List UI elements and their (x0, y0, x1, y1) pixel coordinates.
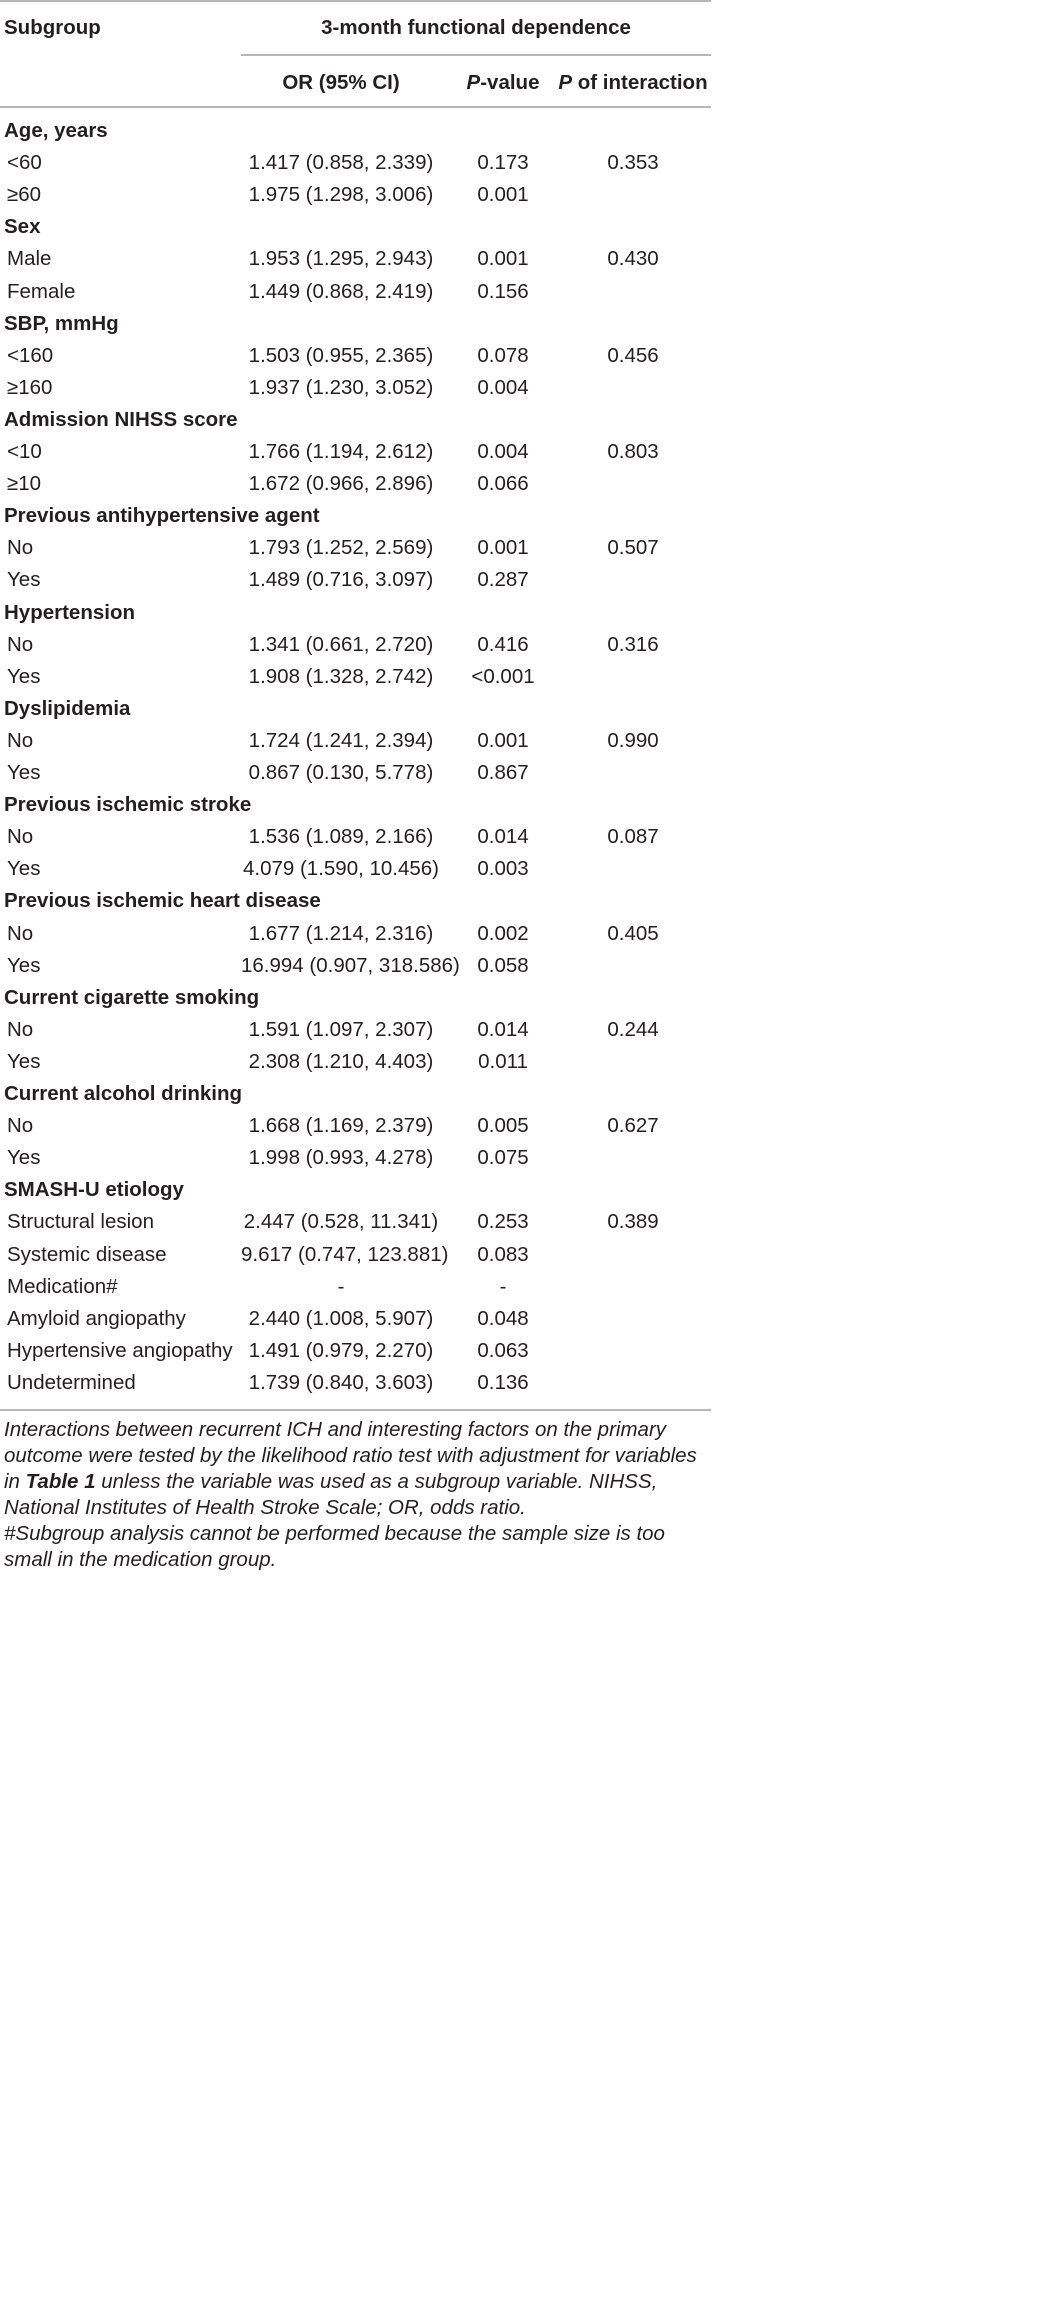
row-or-ci: 1.341 (0.661, 2.720) (248, 632, 434, 656)
row-p-interaction: 0.353 (607, 151, 659, 175)
group-heading: Previous ischemic heart disease (4, 889, 321, 913)
row-label: Structural lesion (7, 1210, 154, 1234)
row-or-ci: 1.672 (0.966, 2.896) (248, 472, 434, 496)
group-heading: Admission NIHSS score (4, 407, 238, 431)
group-heading: Current cigarette smoking (4, 985, 260, 1009)
row-label: Yes (7, 857, 41, 881)
header-p-value (458, 71, 548, 95)
row-p-value: 0.083 (477, 1242, 529, 1266)
row-label: Hypertensive angiopathy (7, 1338, 233, 1362)
row-or-ci: 1.591 (1.097, 2.307) (248, 1017, 434, 1041)
row-p-value: 0.058 (477, 953, 529, 977)
row-p-interaction: 0.087 (607, 825, 659, 849)
row-or-ci: 9.617 (0.747, 123.881) (241, 1242, 449, 1266)
row-p-interaction: 0.389 (607, 1210, 659, 1234)
header-p-letter: P (466, 71, 481, 94)
row-or-ci: 1.908 (1.328, 2.742) (248, 664, 434, 688)
footnote-text-b: unless the variable was used as a subgroup variable. NIHSS, National Institutes of Health Stroke Scale; OR, odds ratio. (4, 1470, 658, 1519)
row-or-ci: 2.308 (1.210, 4.403) (248, 1049, 434, 1073)
row-label: No (7, 632, 34, 656)
row-p-value: 0.014 (477, 1017, 529, 1041)
row-p-value: 0.001 (477, 183, 529, 207)
group-heading: Sex (4, 215, 41, 239)
row-label: Amyloid angiopathy (7, 1306, 186, 1330)
table-footnote (4, 1417, 708, 1573)
row-p-interaction: 0.803 (607, 440, 659, 463)
row-label: Yes (7, 1146, 41, 1170)
row-or-ci: 2.447 (0.528, 11.341) (243, 1210, 439, 1234)
row-label: Female (7, 279, 76, 303)
row-or-ci: 1.937 (1.230, 3.052) (248, 375, 434, 399)
footnote-medication: #Subgroup analysis cannot be performed because the sample size is too small in the medication group. (4, 1522, 665, 1571)
row-label: Yes (7, 1049, 41, 1073)
row-label: Yes (7, 568, 41, 592)
row-label: Yes (7, 664, 41, 688)
row-p-interaction: 0.627 (607, 1114, 659, 1138)
row-p-value: 0.078 (477, 343, 529, 367)
row-label: ≥160 (7, 375, 53, 399)
row-p-value: 0.867 (477, 761, 529, 784)
row-p-value: 0.416 (477, 632, 529, 656)
row-label: No (7, 825, 34, 849)
row-p-value: 0.001 (477, 728, 529, 752)
row-p-interaction: 0.405 (607, 921, 659, 945)
row-or-ci: 4.079 (1.590, 10.456) (242, 857, 440, 881)
row-or-ci: 1.766 (1.194, 2.612) (248, 440, 434, 463)
row-p-interaction: 0.316 (607, 632, 659, 656)
row-or-ci: 1.953 (1.295, 2.943) (248, 247, 434, 271)
row-label: <10 (7, 440, 42, 463)
row-or-ci: 0.867 (0.130, 5.778) (248, 761, 434, 784)
row-label: No (7, 1114, 34, 1138)
row-p-interaction: 0.990 (607, 728, 659, 752)
row-p-interaction: 0.456 (607, 343, 659, 367)
outcome-rule (241, 54, 711, 56)
row-p-interaction: 0.244 (607, 1017, 659, 1041)
footnote-text-a: Interactions between recurrent ICH and interesting factors on the primary outcome were tested by the likelihood ratio test with adjustment for variables in (4, 1418, 697, 1493)
group-heading: Age, years (4, 119, 108, 142)
row-p-value: 0.173 (477, 151, 529, 175)
row-or-ci: 1.536 (1.089, 2.166) (248, 825, 434, 849)
footnote-interactions (4, 1417, 708, 1521)
row-or-ci: 2.440 (1.008, 5.907) (248, 1306, 434, 1330)
row-p-value: <0.001 (471, 664, 535, 688)
row-or-ci: 1.975 (1.298, 3.006) (248, 183, 434, 207)
header-outcome: 3-month functional dependence (321, 16, 631, 39)
header-p-interaction (555, 71, 711, 95)
group-heading: Current alcohol drinking (4, 1082, 243, 1105)
row-label: Yes (7, 761, 41, 784)
row-p-value: 0.014 (477, 825, 529, 849)
footnote-table-ref: Table 1 (25, 1470, 96, 1493)
row-p-value: 0.287 (477, 568, 529, 592)
row-label: No (7, 1017, 34, 1041)
row-p-value: 0.004 (477, 375, 529, 399)
row-or-ci: - (337, 1274, 345, 1298)
row-or-ci: 16.994 (0.907, 318.586) (241, 953, 460, 977)
row-label: ≥60 (7, 183, 42, 207)
row-or-ci: 1.503 (0.955, 2.365) (248, 343, 434, 367)
row-p-value: - (499, 1274, 507, 1298)
header-subgroup: Subgroup (4, 16, 101, 39)
row-or-ci: 1.417 (0.858, 2.339) (248, 151, 434, 175)
header-or-ci: OR (95% CI) (282, 71, 400, 94)
header-rule (0, 106, 711, 108)
row-p-value: 0.136 (477, 1370, 529, 1394)
row-p-value: 0.011 (478, 1049, 528, 1073)
row-or-ci: 1.793 (1.252, 2.569) (248, 536, 434, 560)
row-label: <160 (7, 343, 54, 367)
row-p-value: 0.004 (477, 440, 529, 463)
row-label: No (7, 728, 34, 752)
group-heading: SBP, mmHg (4, 311, 119, 335)
row-p-value: 0.001 (477, 247, 529, 271)
row-p-interaction: 0.507 (607, 536, 659, 560)
row-label: Medication# (7, 1274, 118, 1298)
row-or-ci: 1.998 (0.993, 4.278) (248, 1146, 434, 1170)
row-p-value: 0.005 (477, 1114, 529, 1138)
row-label: Undetermined (7, 1370, 136, 1394)
header-p-rest: -value (480, 71, 540, 94)
row-label: Systemic disease (7, 1242, 167, 1266)
group-heading: Previous antihypertensive agent (4, 504, 320, 528)
group-heading: Previous ischemic stroke (4, 793, 252, 817)
row-label: No (7, 536, 34, 560)
row-or-ci: 1.724 (1.241, 2.394) (248, 728, 434, 752)
row-p-value: 0.066 (477, 472, 529, 496)
row-or-ci: 1.489 (0.716, 3.097) (248, 568, 434, 592)
header-pint-rest: of interaction (572, 71, 708, 94)
group-heading: SMASH-U etiology (4, 1178, 184, 1202)
row-or-ci: 1.668 (1.169, 2.379) (248, 1114, 434, 1138)
row-p-value: 0.075 (477, 1146, 529, 1170)
row-label: Yes (7, 953, 41, 977)
group-heading: Dyslipidemia (4, 696, 131, 720)
row-or-ci: 1.677 (1.214, 2.316) (248, 921, 434, 945)
row-p-value: 0.156 (477, 279, 529, 303)
group-heading: Hypertension (4, 600, 135, 624)
row-or-ci: 1.491 (0.979, 2.270) (248, 1338, 434, 1362)
table-end-rule (0, 1409, 711, 1411)
row-p-value: 0.003 (477, 857, 529, 881)
row-or-ci: 1.449 (0.868, 2.419) (248, 279, 434, 303)
row-p-value: 0.001 (477, 536, 529, 560)
row-p-interaction: 0.430 (607, 247, 659, 271)
row-p-value: 0.048 (477, 1306, 529, 1330)
row-p-value: 0.253 (477, 1210, 529, 1234)
row-label: No (7, 921, 34, 945)
row-p-value: 0.063 (477, 1338, 529, 1362)
row-label: ≥10 (7, 472, 42, 496)
row-or-ci: 1.739 (0.840, 3.603) (248, 1370, 434, 1394)
row-label: <60 (7, 151, 42, 175)
header-pint-letter: P (558, 71, 573, 94)
row-p-value: 0.002 (477, 921, 529, 945)
row-label: Male (7, 247, 52, 271)
top-rule (0, 0, 711, 2)
